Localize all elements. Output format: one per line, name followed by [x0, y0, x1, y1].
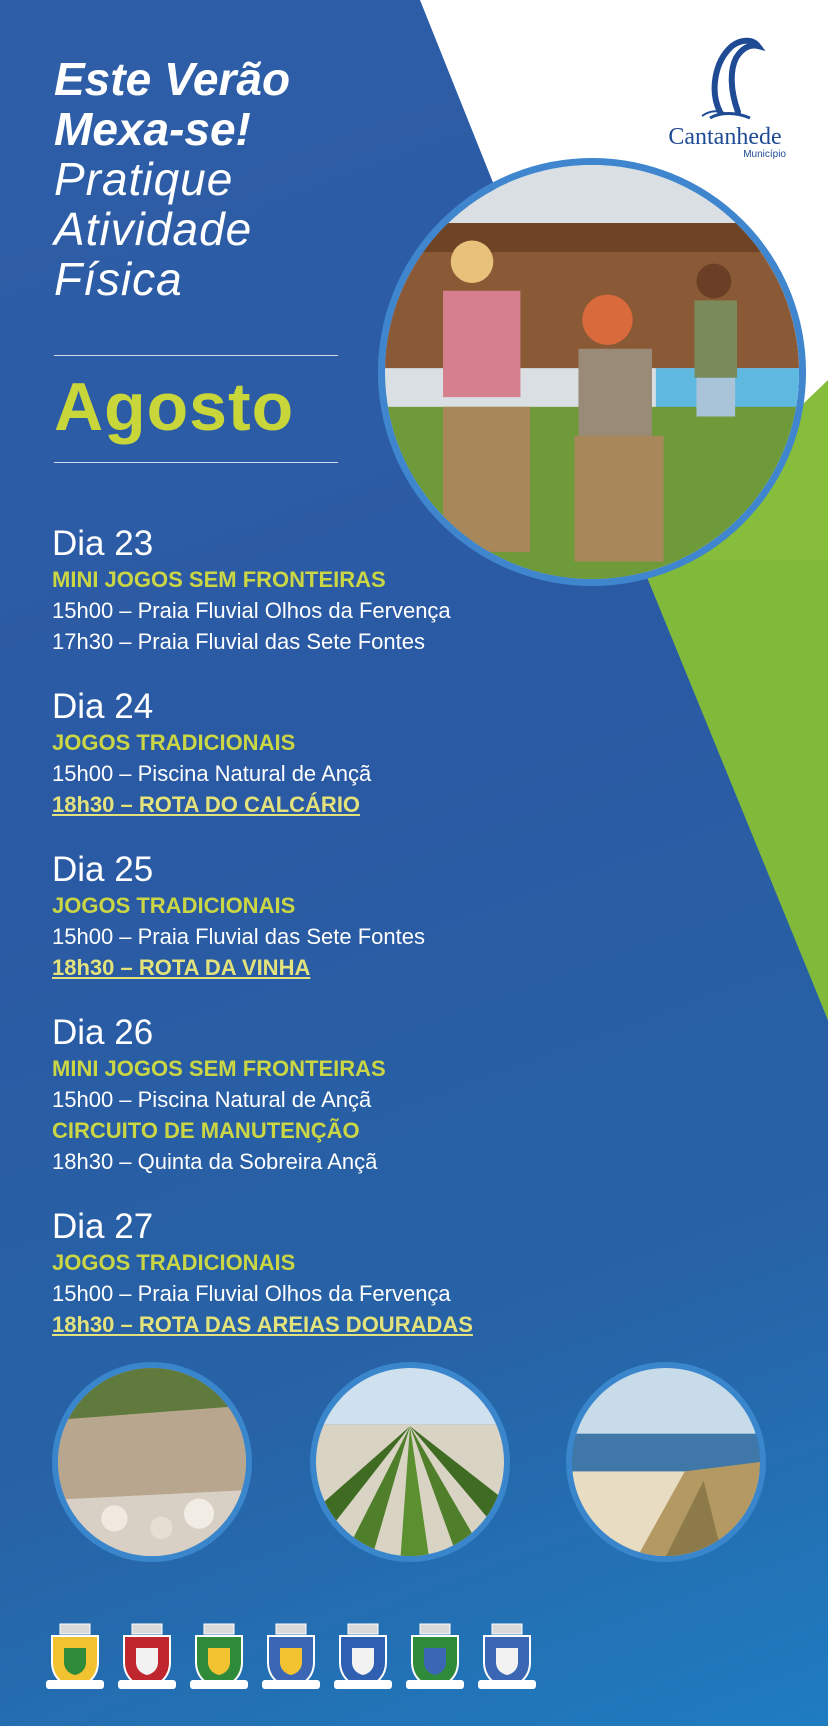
parish-crest-icon	[476, 1622, 538, 1692]
activity-category: MINI JOGOS SEM FRONTEIRAS	[52, 1056, 386, 1081]
limestone-quarry-photo	[52, 1362, 252, 1562]
divider-bottom	[54, 462, 338, 463]
day-block	[52, 1207, 652, 1340]
title-line-5: Física	[54, 253, 183, 305]
divider-top	[54, 355, 338, 356]
vineyard-photo	[310, 1362, 510, 1562]
route-link[interactable]: 18h30 – ROTA DAS AREIAS DOURADAS	[52, 1312, 473, 1337]
activity-category: JOGOS TRADICIONAIS	[52, 730, 296, 755]
schedule-item: 18h30 – Quinta da Sobreira Ançã	[52, 1149, 378, 1174]
schedule-item: 15h00 – Piscina Natural de Ançã	[52, 1087, 372, 1112]
title-line-2: Mexa-se!	[54, 103, 251, 155]
activity-category: MINI JOGOS SEM FRONTEIRAS	[52, 567, 386, 592]
schedule-item: 15h00 – Praia Fluvial das Sete Fontes	[52, 924, 426, 949]
schedule-item: 15h00 – Praia Fluvial Olhos da Fervença	[52, 598, 451, 623]
parish-crest-icon	[188, 1622, 250, 1692]
day-title: Dia 23	[52, 524, 154, 563]
schedule-list	[52, 524, 652, 1370]
parish-crest-icon	[404, 1622, 466, 1692]
month-label: Agosto	[54, 369, 295, 445]
parish-crest-icon	[332, 1622, 394, 1692]
parish-crest-icon	[44, 1622, 106, 1692]
day-title: Dia 26	[52, 1013, 154, 1052]
bird-logo-icon	[680, 32, 770, 120]
day-title: Dia 25	[52, 850, 154, 889]
sack-race-photo	[378, 158, 806, 586]
schedule-item: 15h00 – Piscina Natural de Ançã	[52, 761, 372, 786]
route-link[interactable]: 18h30 – ROTA DA VINHA	[52, 955, 311, 980]
dunes-beach-photo	[566, 1362, 766, 1562]
day-block	[52, 850, 652, 983]
day-title: Dia 24	[52, 687, 154, 726]
cantanhede-logo[interactable]	[650, 32, 800, 160]
route-link[interactable]: 18h30 – ROTA DO CALCÁRIO	[52, 792, 361, 817]
parish-crests	[44, 1622, 784, 1692]
activity-category: JOGOS TRADICIONAIS	[52, 1250, 296, 1275]
schedule-item: 15h00 – Praia Fluvial Olhos da Fervença	[52, 1281, 451, 1306]
schedule-item: 17h30 – Praia Fluvial das Sete Fontes	[52, 629, 426, 654]
logo-name: Cantanhede	[668, 124, 782, 150]
title-line-3: Pratique	[54, 153, 234, 205]
day-block	[52, 1013, 652, 1177]
title-line-1: Este Verão	[54, 53, 291, 105]
activity-category: CIRCUITO DE MANUTENÇÃO	[52, 1118, 360, 1143]
activity-category: JOGOS TRADICIONAIS	[52, 893, 296, 918]
day-title: Dia 27	[52, 1207, 154, 1246]
page-title	[54, 54, 290, 304]
parish-crest-icon	[260, 1622, 322, 1692]
title-line-4: Atividade	[54, 203, 253, 255]
logo-subtitle: Município	[743, 149, 786, 160]
day-block	[52, 524, 652, 657]
day-block	[52, 687, 652, 820]
parish-crest-icon	[116, 1622, 178, 1692]
